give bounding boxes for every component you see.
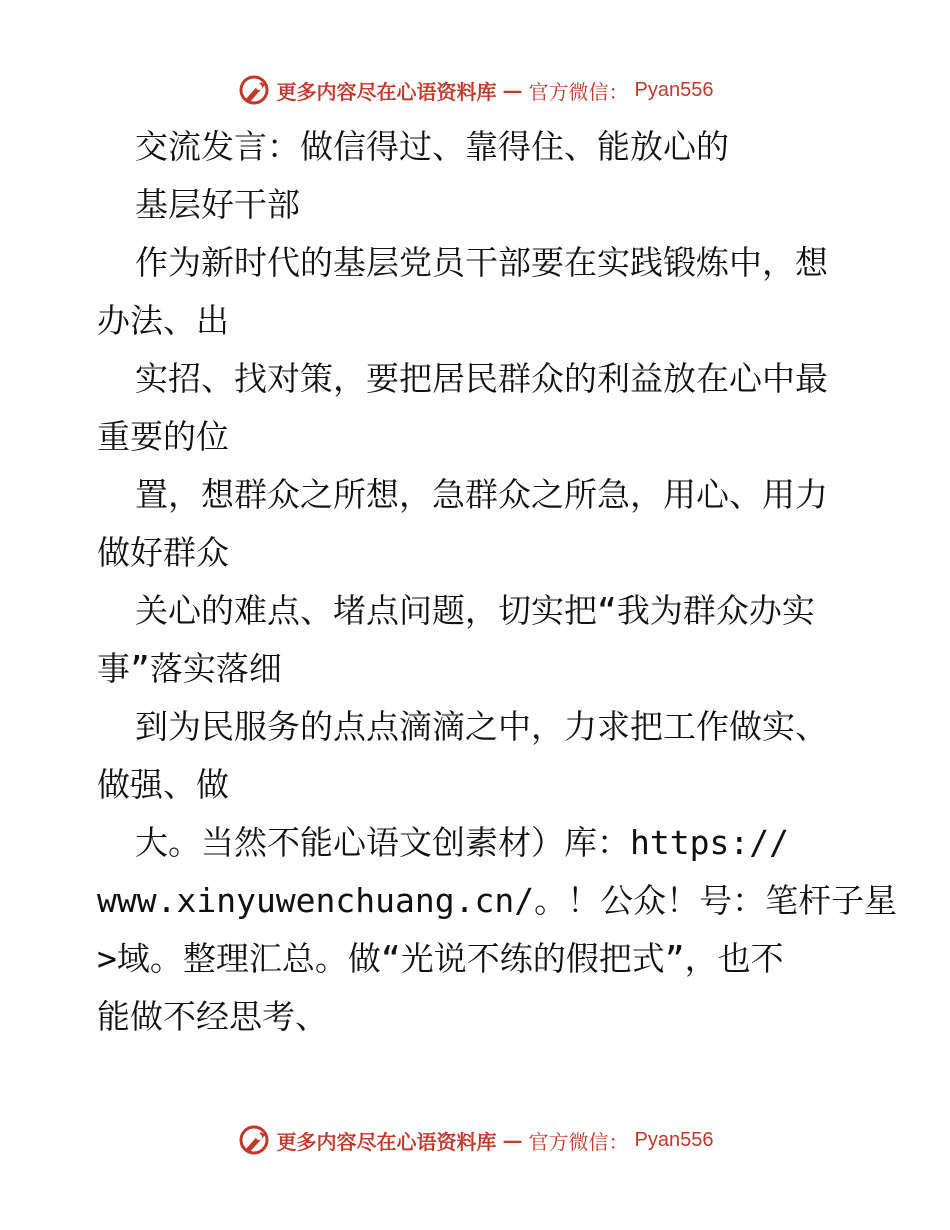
- paragraph-line: 作为新时代的基层党员干部要在实践锻炼中，想: [135, 243, 828, 282]
- document-body: [97, 118, 898, 1046]
- header-banner: [0, 73, 950, 107]
- header-banner-sub: 官方微信：: [528, 79, 629, 104]
- header-banner-separator: —: [502, 78, 523, 102]
- header-banner-wechat: Pyan556: [634, 78, 714, 101]
- paragraph-line: 大。当然不能心语文创素材）库：https://: [135, 823, 789, 862]
- paragraph-line: 办法、出: [97, 301, 229, 340]
- footer-banner: [0, 1123, 950, 1157]
- document-title-line: 交流发言：做信得过、靠得住、能放心的: [135, 127, 729, 166]
- paragraph-line: 事”落实落细: [97, 649, 282, 688]
- paragraph-line: 做好群众: [97, 533, 229, 572]
- pen-logo-icon: [237, 73, 271, 107]
- document-title-line: 基层好干部: [135, 185, 300, 224]
- pen-logo-icon: [237, 1123, 271, 1157]
- footer-banner-wechat: Pyan556: [634, 1128, 714, 1151]
- footer-banner-separator: —: [502, 1128, 523, 1152]
- paragraph-line: 实招、找对策，要把居民群众的利益放在心中最: [135, 359, 828, 398]
- paragraph-line: 能做不经思考、: [97, 997, 328, 1036]
- footer-banner-sub: 官方微信：: [528, 1129, 629, 1154]
- paragraph-line: 重要的位: [97, 417, 229, 456]
- paragraph-line: 做强、做: [97, 765, 229, 804]
- paragraph-line: >域。整理汇总。做“光说不练的假把式”，也不: [97, 939, 784, 978]
- paragraph-line: 到为民服务的点点滴滴之中，力求把工作做实、: [135, 707, 828, 746]
- header-banner-text: 更多内容尽在心语资料库: [276, 79, 497, 104]
- paragraph-line: 置，想群众之所想，急群众之所急，用心、用力: [135, 475, 828, 514]
- paragraph-line: www.xinyuwenchuang.cn/。！公众！号：笔杆子星: [97, 881, 898, 920]
- paragraph-line: 关心的难点、堵点问题，切实把“我为群众办实: [135, 591, 815, 630]
- footer-banner-text: 更多内容尽在心语资料库: [276, 1129, 497, 1154]
